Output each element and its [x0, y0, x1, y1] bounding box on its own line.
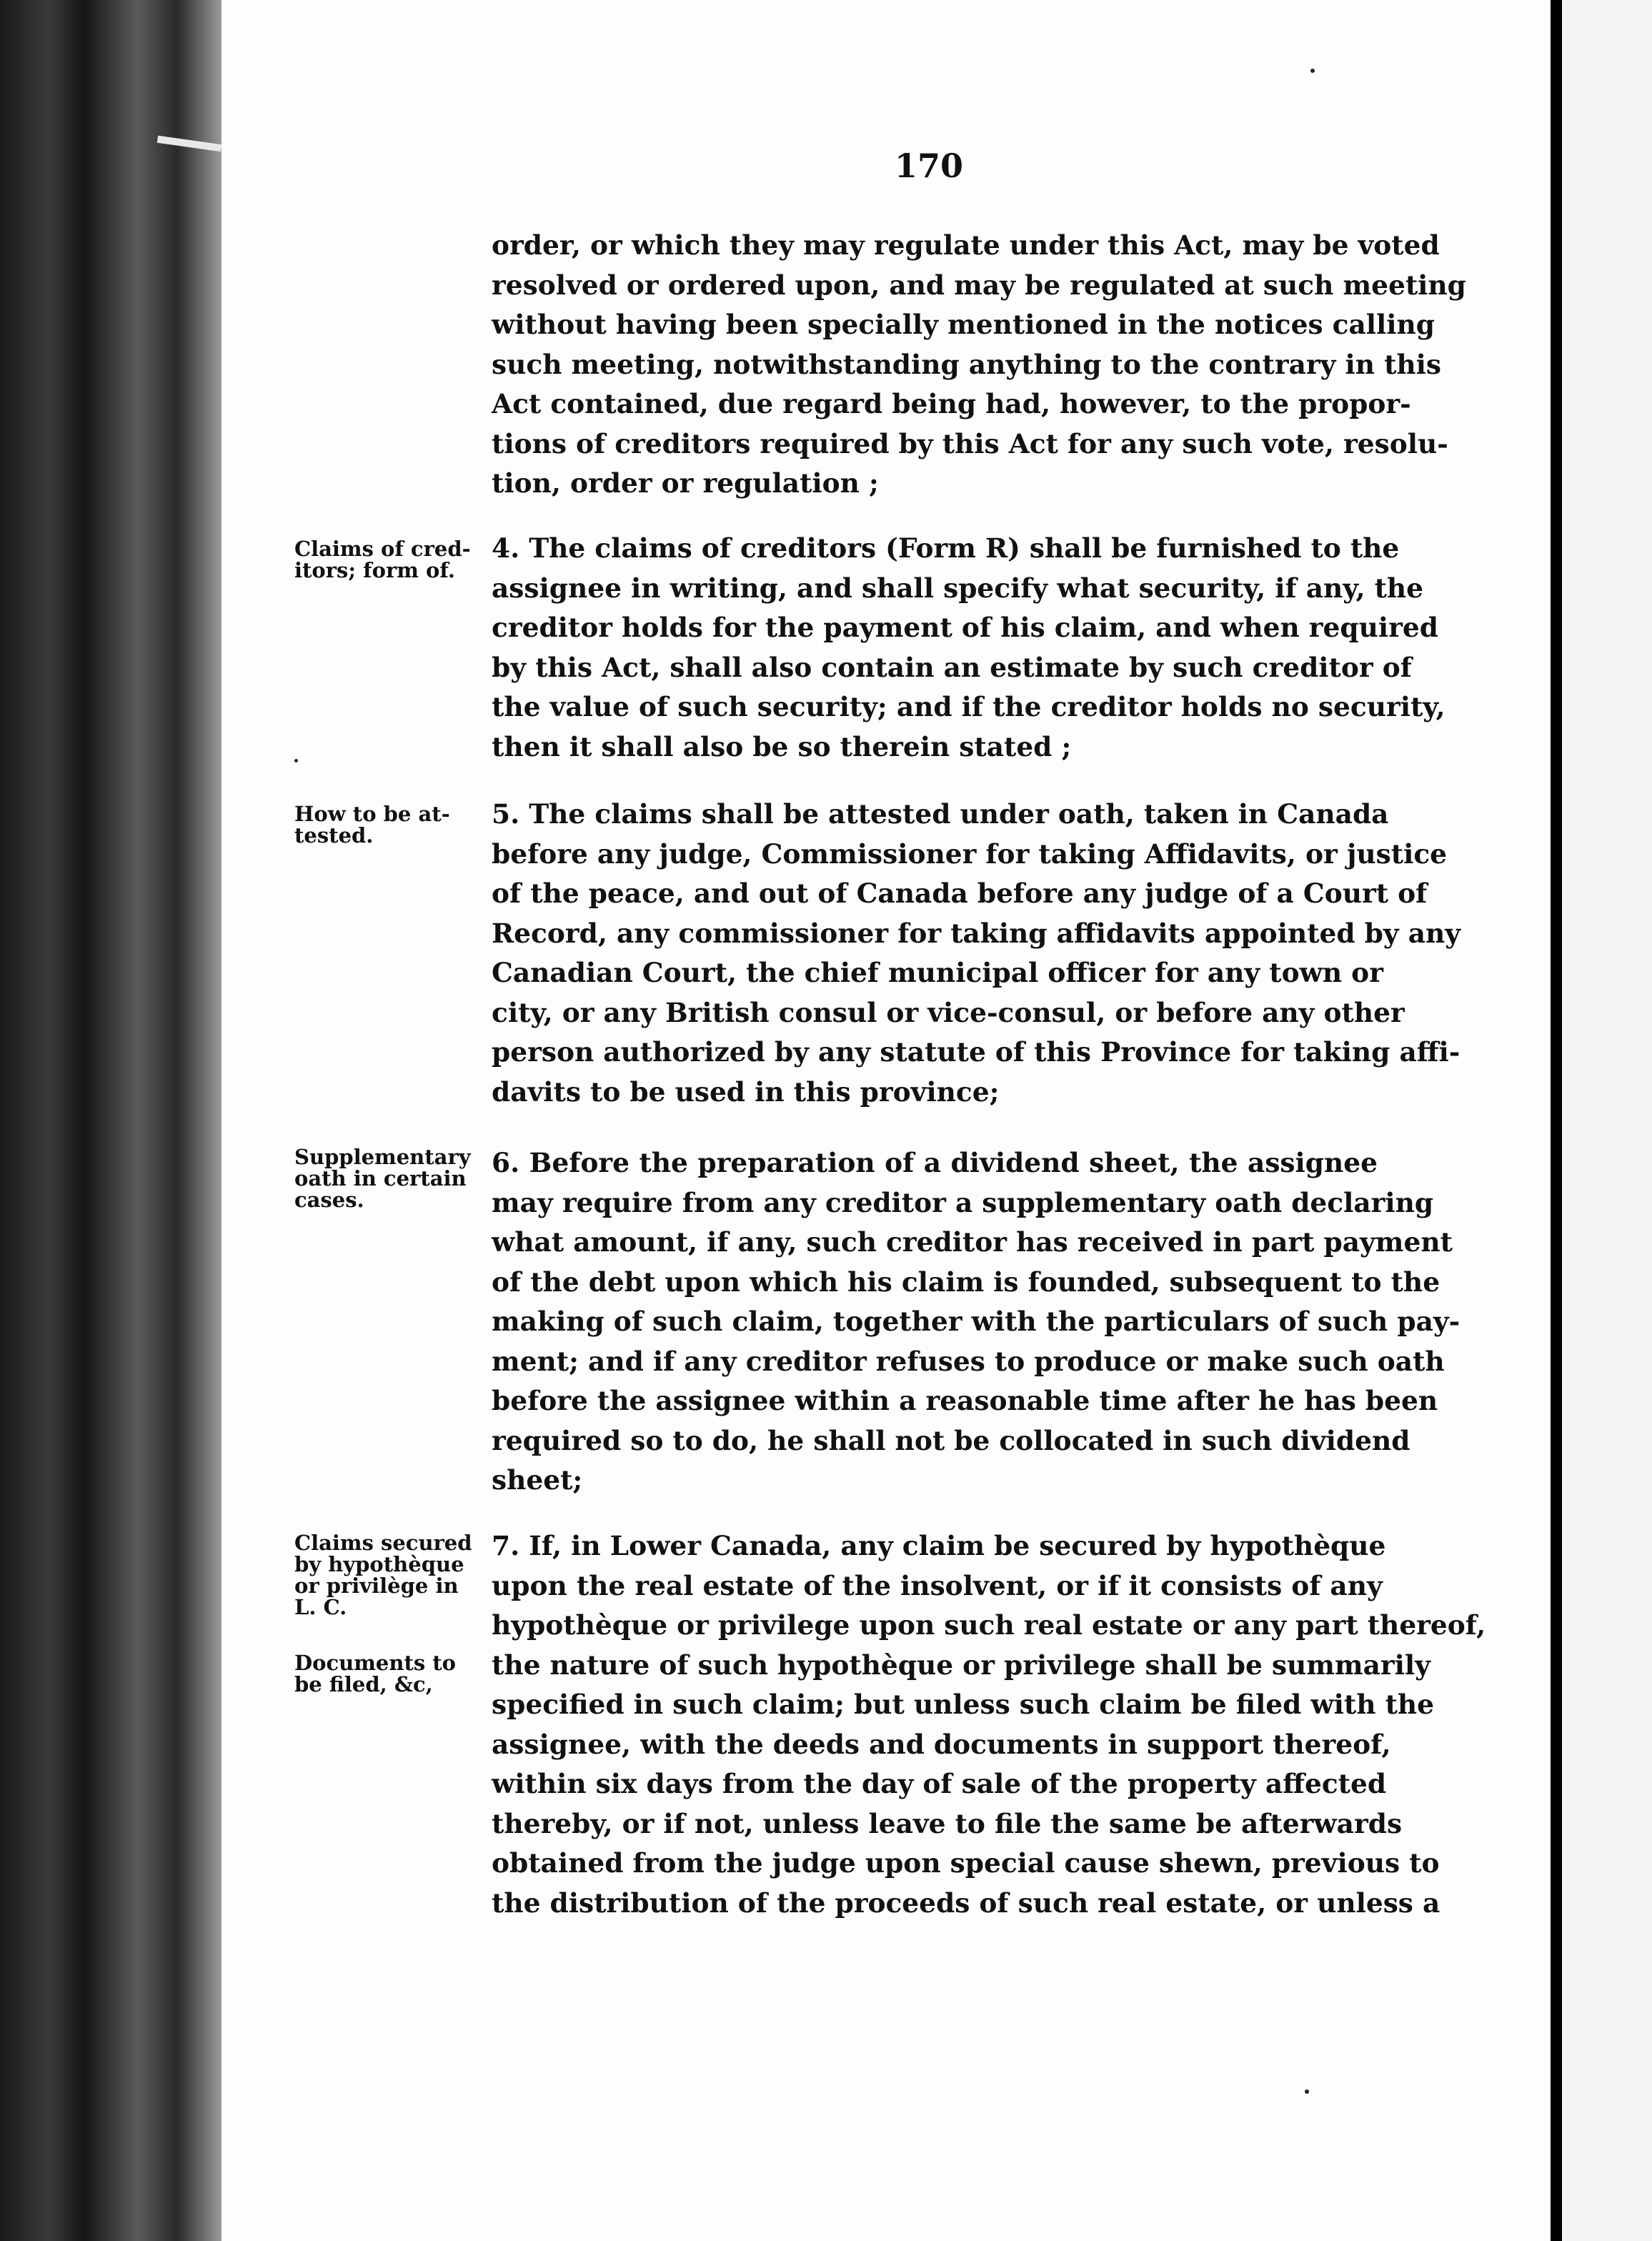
text-line: before any judge, Commissioner for taking Affidavits, or justice	[492, 838, 1448, 870]
text-line: Canadian Court, the chief municipal officer for any town or	[492, 957, 1383, 988]
text-line: tions of creditors required by this Act for any such vote, resolu-	[492, 427, 1448, 459]
text-line: 5. The claims shall be attested under oath, taken in Canada	[492, 798, 1389, 830]
sidenote-claims-of-creditors	[294, 538, 494, 581]
text-line: without having been specially mentioned in the notices calling	[492, 309, 1435, 340]
text-line: by this Act, shall also contain an estimate by such creditor of	[492, 651, 1412, 683]
paragraph-section-7	[492, 1526, 1486, 1923]
sidenote-line: or privilège in	[294, 1574, 459, 1598]
text-line: the distribution of the proceeds of such real estate, or unless a	[492, 1887, 1440, 1919]
text-line: resolved or ordered upon, and may be regulated at such meeting	[492, 269, 1466, 301]
text-line: within six days from the day of sale of the property affected	[492, 1768, 1387, 1799]
book-spine	[0, 0, 222, 2241]
text-line: tion, order or regulation ;	[492, 467, 879, 499]
sidenote-line: Supplementary	[294, 1145, 471, 1169]
text-line: before the assignee within a reasonable time after he has been	[492, 1385, 1438, 1416]
text-line: obtained from the judge upon special cause shewn, previous to	[492, 1847, 1440, 1879]
text-line: assignee, with the deeds and documents in support thereof,	[492, 1728, 1391, 1760]
text-line: of the debt upon which his claim is founded, subsequent to the	[492, 1266, 1440, 1298]
text-line: of the peace, and out of Canada before any judge of a Court of	[492, 878, 1428, 909]
paragraph-continuation	[492, 226, 1466, 504]
sidenote-documents-to-be-filed	[294, 1652, 494, 1695]
text-line: city, or any British consul or vice-consul, or before any other	[492, 996, 1405, 1028]
text-line: thereby, or if not, unless leave to file the same be afterwards	[492, 1807, 1403, 1839]
sidenote-line: oath in certain	[294, 1166, 467, 1191]
text-line: specified in such claim; but unless such claim be filed with the	[492, 1689, 1435, 1720]
text-line: may require from any creditor a supplementary oath declaring	[492, 1186, 1434, 1218]
text-line: Record, any commissioner for taking affidavits appointed by any	[492, 917, 1461, 949]
sidenote-line: cases.	[294, 1188, 364, 1212]
sidenote-supplementary-oath	[294, 1146, 494, 1211]
text-line: creditor holds for the payment of his claim, and when required	[492, 612, 1438, 643]
scan-speck	[294, 759, 298, 762]
text-line: hypothèque or privilege upon such real estate or any part thereof,	[492, 1609, 1486, 1641]
text-line: ment; and if any creditor refuses to produce or make such oath	[492, 1345, 1445, 1377]
text-line: assignee in writing, and shall specify what security, if any, the	[492, 572, 1424, 604]
spine-mark	[157, 136, 222, 151]
sidenote-line: itors; form of.	[294, 558, 455, 582]
sidenote-line: Claims secured	[294, 1531, 472, 1555]
sidenote-claims-secured	[294, 1532, 494, 1618]
text-line: the value of such security; and if the creditor holds no security,	[492, 691, 1446, 722]
facing-page-edge	[1562, 0, 1652, 2241]
sidenote-line: by hypothèque	[294, 1552, 464, 1576]
text-line: making of such claim, together with the particulars of such pay-	[492, 1306, 1461, 1337]
page-gutter	[1551, 0, 1562, 2241]
paragraph-section-5	[492, 795, 1461, 1112]
page-number: 170	[894, 146, 964, 185]
text-line: davits to be used in this province;	[492, 1075, 1000, 1108]
text-line: 7. If, in Lower Canada, any claim be secured by hypothèque	[492, 1530, 1386, 1561]
text-line: person authorized by any statute of this Province for taking affi-	[492, 1036, 1461, 1068]
sidenote-line: Documents to	[294, 1651, 457, 1675]
text-line: required so to do, he shall not be collocated in such dividend	[492, 1424, 1410, 1456]
text-line: then it shall also be so therein stated ;	[492, 730, 1072, 762]
text-line: 6. Before the preparation of a dividend sheet, the assignee	[492, 1147, 1378, 1178]
text-line: upon the real estate of the insolvent, or if it consists of any	[492, 1569, 1383, 1601]
scan-speck	[1310, 69, 1315, 73]
text-line: the nature of such hypothèque or privilege shall be summarily	[492, 1649, 1430, 1681]
sidenote-line: Claims of cred-	[294, 537, 471, 561]
sidenote-how-to-be-attested	[294, 803, 494, 846]
paragraph-section-6	[492, 1143, 1461, 1501]
sidenote-line: How to be at-	[294, 802, 450, 826]
sidenote-line: tested.	[294, 823, 374, 848]
sidenote-line: be filed, &c,	[294, 1672, 433, 1696]
scan-speck	[1305, 2090, 1309, 2094]
text-line: sheet;	[492, 1464, 583, 1496]
text-line: Act contained, due regard being had, however, to the propor-	[492, 388, 1411, 419]
text-line: order, or which they may regulate under this Act, may be voted	[492, 229, 1440, 261]
text-line: what amount, if any, such creditor has received in part payment	[492, 1226, 1453, 1258]
text-line: such meeting, notwithstanding anything to the contrary in this	[492, 348, 1442, 380]
paragraph-section-4	[492, 529, 1446, 767]
sidenote-line: L. C.	[294, 1595, 347, 1619]
text-line: 4. The claims of creditors (Form R) shall be furnished to the	[492, 532, 1400, 564]
